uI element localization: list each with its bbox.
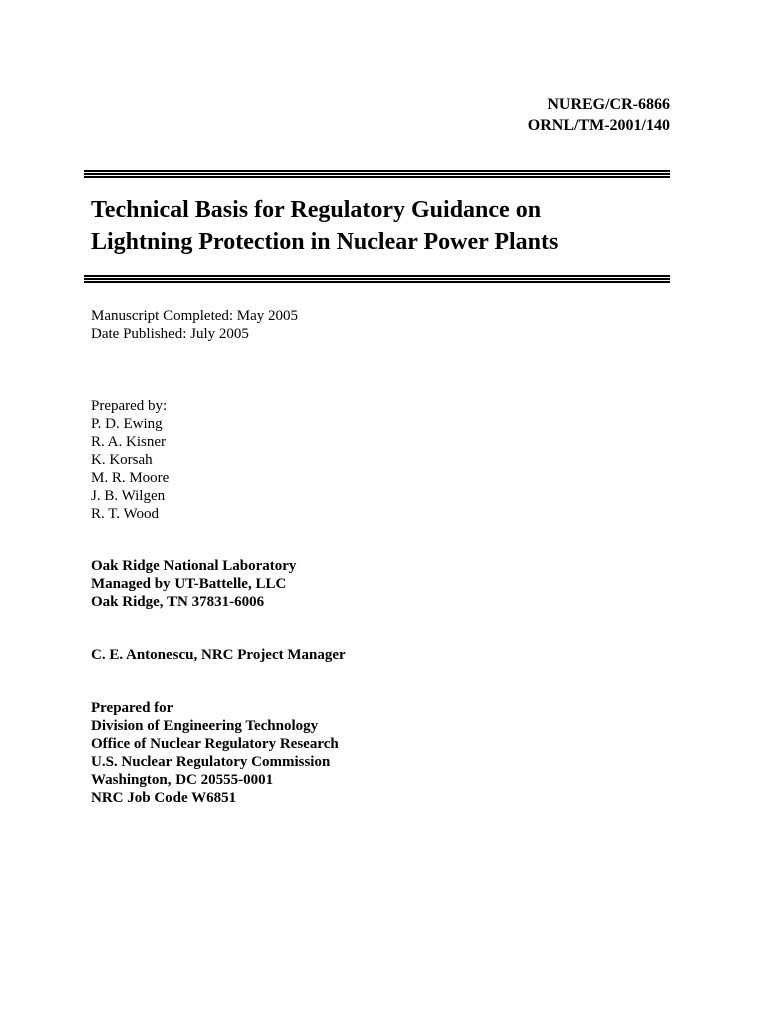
- job-code: NRC Job Code W6851: [91, 790, 237, 806]
- project-manager: C. E. Antonescu, NRC Project Manager: [91, 647, 346, 663]
- publication-dates: [91, 307, 298, 343]
- author-name: R. T. Wood: [91, 506, 159, 522]
- prepared-by-section: [91, 397, 169, 523]
- laboratory-location: Oak Ridge, TN 37831-6006: [91, 594, 265, 610]
- report-number-ornl: ORNL/TM-2001/140: [527, 117, 670, 134]
- prepared-for-heading: Prepared for: [91, 700, 174, 716]
- title-line-1: Technical Basis for Regulatory Guidance on: [91, 197, 542, 223]
- project-manager-section: [91, 646, 346, 664]
- date-published: Date Published: July 2005: [91, 326, 249, 342]
- author-name: R. A. Kisner: [91, 434, 166, 450]
- author-name: M. R. Moore: [91, 470, 170, 486]
- document-title: [91, 194, 671, 258]
- author-name: J. B. Wilgen: [91, 488, 166, 504]
- laboratory-name: Oak Ridge National Laboratory: [91, 558, 297, 574]
- manuscript-completed-date: Manuscript Completed: May 2005: [91, 308, 299, 324]
- bottom-triple-rule: [84, 275, 670, 284]
- report-number-nureg: NUREG/CR-6866: [547, 96, 670, 113]
- title-line-2: Lightning Protection in Nuclear Power Plants: [91, 229, 559, 255]
- commission-name: U.S. Nuclear Regulatory Commission: [91, 754, 331, 770]
- prepared-for-section: [91, 699, 339, 807]
- author-name: P. D. Ewing: [91, 416, 163, 432]
- commission-address: Washington, DC 20555-0001: [91, 772, 274, 788]
- prepared-by-heading: Prepared by:: [91, 398, 168, 414]
- top-triple-rule: [84, 170, 670, 179]
- author-name: K. Korsah: [91, 452, 153, 468]
- report-numbers: [528, 94, 670, 136]
- office-name: Office of Nuclear Regulatory Research: [91, 736, 339, 752]
- division-name: Division of Engineering Technology: [91, 718, 319, 734]
- laboratory-address: [91, 557, 296, 611]
- laboratory-manager: Managed by UT-Battelle, LLC: [91, 576, 287, 592]
